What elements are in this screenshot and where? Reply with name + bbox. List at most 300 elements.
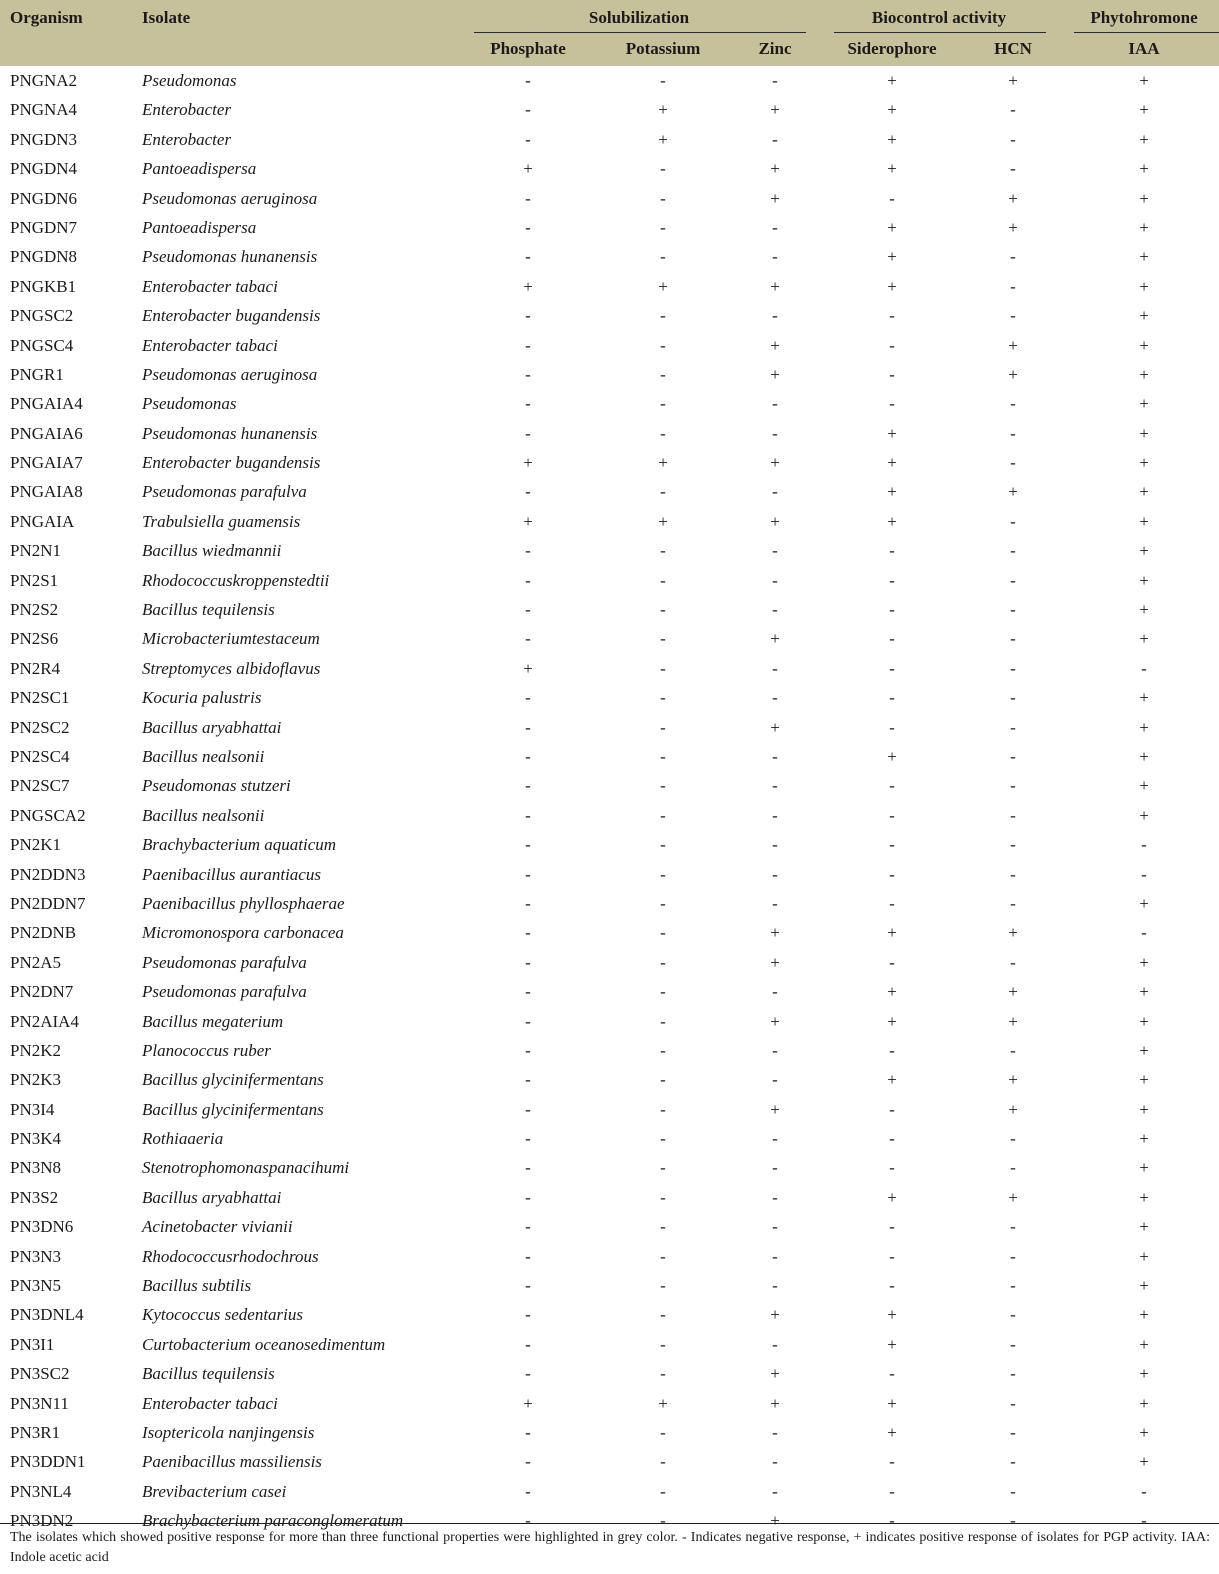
isolate-cell: Enterobacter bugandensis bbox=[142, 453, 321, 473]
iaa-cell: + bbox=[1139, 982, 1149, 1002]
siderophore-cell: + bbox=[887, 1334, 897, 1354]
iaa-cell: + bbox=[1139, 129, 1149, 149]
phosphate-cell: - bbox=[525, 600, 531, 620]
hcn-cell: - bbox=[1010, 1305, 1016, 1325]
organism-cell: PN2SC7 bbox=[10, 776, 70, 796]
hcn-cell: - bbox=[1010, 746, 1016, 766]
zinc-cell: + bbox=[770, 335, 780, 355]
iaa-cell: + bbox=[1139, 100, 1149, 120]
phosphate-cell: - bbox=[525, 805, 531, 825]
iaa-cell: + bbox=[1139, 1011, 1149, 1031]
organism-cell: PN3I4 bbox=[10, 1099, 55, 1119]
potassium-cell: - bbox=[660, 1276, 666, 1296]
col-header-siderophore: Siderophore bbox=[847, 39, 937, 58]
iaa-cell: + bbox=[1139, 1364, 1149, 1384]
phosphate-cell: - bbox=[525, 1187, 531, 1207]
potassium-cell: + bbox=[658, 100, 668, 120]
zinc-cell: - bbox=[772, 1481, 778, 1501]
organism-cell: PN2SC4 bbox=[10, 746, 70, 766]
col-header-iaa: IAA bbox=[1128, 39, 1160, 58]
iaa-cell: + bbox=[1139, 1305, 1149, 1325]
table-row bbox=[0, 1007, 1219, 1036]
isolate-cell: Paenibacillus phyllosphaerae bbox=[142, 893, 345, 913]
table-row bbox=[0, 507, 1219, 536]
hcn-cell: - bbox=[1010, 423, 1016, 443]
organism-cell: PNGDN6 bbox=[10, 188, 78, 208]
iaa-cell: + bbox=[1139, 306, 1149, 326]
organism-cell: PN3K4 bbox=[10, 1129, 62, 1149]
zinc-cell: + bbox=[770, 952, 780, 972]
col-header-zinc: Zinc bbox=[758, 39, 792, 58]
phosphate-cell: - bbox=[525, 217, 531, 237]
potassium-cell: - bbox=[660, 776, 666, 796]
phosphate-cell: - bbox=[525, 923, 531, 943]
iaa-cell: + bbox=[1139, 717, 1149, 737]
siderophore-cell: - bbox=[889, 364, 895, 384]
phosphate-cell: - bbox=[525, 306, 531, 326]
table-row bbox=[0, 624, 1219, 653]
iaa-cell: + bbox=[1139, 746, 1149, 766]
iaa-cell: + bbox=[1139, 1129, 1149, 1149]
organism-cell: PNGKB1 bbox=[10, 276, 77, 296]
potassium-cell: - bbox=[660, 835, 666, 855]
hcn-cell: + bbox=[1008, 1187, 1018, 1207]
zinc-cell: - bbox=[772, 982, 778, 1002]
table-row bbox=[0, 713, 1219, 742]
organism-cell: PN2DDN7 bbox=[10, 893, 86, 913]
isolate-cell: Pantoeadispersa bbox=[142, 217, 257, 237]
isolate-cell: Brachybacterium aquaticum bbox=[142, 835, 337, 855]
organism-cell: PNGDN3 bbox=[10, 129, 78, 149]
siderophore-cell: - bbox=[889, 1511, 895, 1531]
hcn-cell: - bbox=[1010, 629, 1016, 649]
hcn-cell: - bbox=[1010, 1393, 1016, 1413]
organism-cell: PN3N11 bbox=[10, 1393, 69, 1413]
siderophore-cell: - bbox=[889, 1246, 895, 1266]
organism-cell: PNGSC2 bbox=[10, 306, 74, 326]
zinc-cell: - bbox=[772, 1070, 778, 1090]
potassium-cell: - bbox=[660, 217, 666, 237]
potassium-cell: - bbox=[660, 1070, 666, 1090]
potassium-cell: + bbox=[658, 129, 668, 149]
isolate-cell: Pseudomonas aeruginosa bbox=[142, 364, 318, 384]
potassium-cell: - bbox=[660, 541, 666, 561]
isolate-cell: Bacillus megaterium bbox=[142, 1011, 284, 1031]
zinc-cell: - bbox=[772, 893, 778, 913]
isolate-cell: Rothiaaeria bbox=[142, 1129, 224, 1149]
zinc-cell: - bbox=[772, 776, 778, 796]
zinc-cell: + bbox=[770, 717, 780, 737]
organism-cell: PNGNA4 bbox=[10, 100, 78, 120]
hcn-cell: - bbox=[1010, 658, 1016, 678]
potassium-cell: - bbox=[660, 1334, 666, 1354]
siderophore-cell: - bbox=[889, 1276, 895, 1296]
siderophore-cell: + bbox=[887, 923, 897, 943]
phosphate-cell: - bbox=[525, 776, 531, 796]
phosphate-cell: - bbox=[525, 835, 531, 855]
table-row bbox=[0, 771, 1219, 800]
organism-cell: PN2S2 bbox=[10, 600, 59, 620]
zinc-cell: - bbox=[772, 423, 778, 443]
phosphate-cell: - bbox=[525, 717, 531, 737]
table-row bbox=[0, 125, 1219, 154]
group-header-biocontrol: Biocontrol activity bbox=[871, 8, 1007, 27]
organism-cell: PN2K2 bbox=[10, 1040, 62, 1060]
zinc-cell: - bbox=[772, 600, 778, 620]
hcn-cell: - bbox=[1010, 1217, 1016, 1237]
isolate-cell: Pantoeadispersa bbox=[142, 159, 257, 179]
iaa-cell: + bbox=[1139, 629, 1149, 649]
zinc-cell: - bbox=[772, 570, 778, 590]
hcn-cell: - bbox=[1010, 717, 1016, 737]
organism-cell: PNGAIA8 bbox=[10, 482, 83, 502]
isolate-cell: Bacillus glycinifermentans bbox=[142, 1070, 324, 1090]
iaa-cell: + bbox=[1139, 1246, 1149, 1266]
zinc-cell: - bbox=[772, 71, 778, 90]
organism-cell: PN3DDN1 bbox=[10, 1452, 86, 1472]
group-header-solubilization: Solubilization bbox=[588, 8, 690, 27]
potassium-cell: - bbox=[660, 864, 666, 884]
isolate-cell: Pseudomonas bbox=[142, 71, 237, 90]
hcn-cell: + bbox=[1008, 188, 1018, 208]
hcn-cell: - bbox=[1010, 276, 1016, 296]
solubilization-underline bbox=[474, 32, 806, 33]
iaa-cell: + bbox=[1139, 159, 1149, 179]
organism-cell: PNGDN8 bbox=[10, 247, 78, 267]
potassium-cell: - bbox=[660, 71, 666, 90]
table-body bbox=[0, 66, 1219, 1536]
hcn-cell: - bbox=[1010, 100, 1016, 120]
potassium-cell: - bbox=[660, 1187, 666, 1207]
group-header-phytohormone: Phytohromone bbox=[1090, 8, 1198, 27]
table-row bbox=[0, 683, 1219, 712]
table-row bbox=[0, 1447, 1219, 1476]
zinc-cell: + bbox=[770, 159, 780, 179]
phosphate-cell: - bbox=[525, 1129, 531, 1149]
isolate-cell: Pseudomonas parafulva bbox=[142, 482, 307, 502]
zinc-cell: + bbox=[770, 629, 780, 649]
zinc-cell: - bbox=[772, 1452, 778, 1472]
siderophore-cell: + bbox=[887, 1070, 897, 1090]
table-row bbox=[0, 1153, 1219, 1182]
phosphate-cell: - bbox=[525, 1452, 531, 1472]
iaa-cell: + bbox=[1139, 364, 1149, 384]
iaa-cell: + bbox=[1139, 423, 1149, 443]
zinc-cell: - bbox=[772, 805, 778, 825]
organism-cell: PN3S2 bbox=[10, 1187, 59, 1207]
organism-cell: PNGDN4 bbox=[10, 159, 78, 179]
organism-cell: PNGAIA4 bbox=[10, 394, 83, 414]
col-header-organism: Organism bbox=[10, 8, 83, 27]
table-row bbox=[0, 448, 1219, 477]
organism-cell: PN2AIA4 bbox=[10, 1011, 79, 1031]
hcn-cell: - bbox=[1010, 511, 1016, 531]
potassium-cell: - bbox=[660, 1217, 666, 1237]
table-row bbox=[0, 1124, 1219, 1153]
isolate-cell: Pseudomonas stutzeri bbox=[142, 776, 291, 796]
iaa-cell: - bbox=[1141, 835, 1147, 855]
potassium-cell: - bbox=[660, 364, 666, 384]
isolate-cell: Pseudomonas parafulva bbox=[142, 952, 307, 972]
isolate-cell: Curtobacterium oceanosedimentum bbox=[142, 1334, 386, 1354]
organism-cell: PNGAIA7 bbox=[10, 453, 83, 473]
iaa-cell: + bbox=[1139, 952, 1149, 972]
siderophore-cell: - bbox=[889, 188, 895, 208]
table-row bbox=[0, 595, 1219, 624]
iaa-cell: - bbox=[1141, 658, 1147, 678]
isolate-cell: Micromonospora carbonacea bbox=[142, 923, 344, 943]
zinc-cell: + bbox=[770, 100, 780, 120]
siderophore-cell: + bbox=[887, 1011, 897, 1031]
table-row bbox=[0, 1300, 1219, 1329]
phosphate-cell: - bbox=[525, 1481, 531, 1501]
potassium-cell: - bbox=[660, 805, 666, 825]
isolate-cell: Enterobacter tabaci bbox=[142, 335, 278, 355]
potassium-cell: - bbox=[660, 1364, 666, 1384]
hcn-cell: + bbox=[1008, 1011, 1018, 1031]
zinc-cell: + bbox=[770, 1099, 780, 1119]
phosphate-cell: - bbox=[525, 982, 531, 1002]
isolate-cell: Acinetobacter vivianii bbox=[142, 1217, 293, 1237]
isolate-cell: Bacillus nealsonii bbox=[142, 805, 265, 825]
table-row bbox=[0, 419, 1219, 448]
zinc-cell: - bbox=[772, 746, 778, 766]
siderophore-cell: - bbox=[889, 1364, 895, 1384]
hcn-cell: + bbox=[1008, 482, 1018, 502]
table-row bbox=[0, 213, 1219, 242]
phosphate-cell: - bbox=[525, 1217, 531, 1237]
isolate-cell: Kytococcus sedentarius bbox=[142, 1305, 303, 1325]
isolate-cell: Rhodococcuskroppenstedtii bbox=[142, 570, 330, 590]
table-row bbox=[0, 1183, 1219, 1212]
zinc-cell: - bbox=[772, 394, 778, 414]
siderophore-cell: + bbox=[887, 129, 897, 149]
siderophore-cell: - bbox=[889, 1040, 895, 1060]
col-header-potassium: Potassium bbox=[625, 39, 701, 58]
iaa-cell: + bbox=[1139, 776, 1149, 796]
potassium-cell: - bbox=[660, 1305, 666, 1325]
potassium-cell: - bbox=[660, 570, 666, 590]
zinc-cell: + bbox=[770, 453, 780, 473]
iaa-cell: + bbox=[1139, 511, 1149, 531]
zinc-cell: - bbox=[772, 1334, 778, 1354]
organism-cell: PNGR1 bbox=[10, 364, 64, 384]
potassium-cell: - bbox=[660, 952, 666, 972]
organism-cell: PNGDN7 bbox=[10, 217, 78, 237]
table-row bbox=[0, 1271, 1219, 1300]
siderophore-cell: - bbox=[889, 1452, 895, 1472]
phosphate-cell: - bbox=[525, 335, 531, 355]
isolate-cell: Pseudomonas hunanensis bbox=[142, 247, 318, 267]
hcn-cell: + bbox=[1008, 71, 1018, 90]
hcn-cell: - bbox=[1010, 1422, 1016, 1442]
potassium-cell: - bbox=[660, 982, 666, 1002]
siderophore-cell: + bbox=[887, 1422, 897, 1442]
siderophore-cell: + bbox=[887, 159, 897, 179]
organism-cell: PN2DNB bbox=[10, 923, 77, 943]
zinc-cell: - bbox=[772, 1129, 778, 1149]
biocontrol-underline bbox=[834, 32, 1046, 33]
table-row bbox=[0, 1065, 1219, 1094]
isolate-cell: Enterobacter bbox=[142, 129, 232, 149]
phosphate-cell: - bbox=[525, 952, 531, 972]
zinc-cell: - bbox=[772, 1217, 778, 1237]
iaa-cell: + bbox=[1139, 71, 1149, 90]
table-row bbox=[0, 889, 1219, 918]
zinc-cell: - bbox=[772, 541, 778, 561]
hcn-cell: - bbox=[1010, 952, 1016, 972]
hcn-cell: + bbox=[1008, 335, 1018, 355]
table-row bbox=[0, 154, 1219, 183]
zinc-cell: - bbox=[772, 1422, 778, 1442]
organism-cell: PNGNA2 bbox=[10, 71, 78, 90]
isolate-cell: Bacillus subtilis bbox=[142, 1276, 252, 1296]
table-row bbox=[0, 301, 1219, 330]
zinc-cell: - bbox=[772, 864, 778, 884]
isolate-cell: Brevibacterium casei bbox=[142, 1481, 287, 1501]
isolate-cell: Paenibacillus aurantiacus bbox=[142, 864, 321, 884]
organism-cell: PN2SC1 bbox=[10, 688, 70, 708]
table-row bbox=[0, 66, 1219, 95]
potassium-cell: - bbox=[660, 717, 666, 737]
siderophore-cell: - bbox=[889, 306, 895, 326]
iaa-cell: + bbox=[1139, 1422, 1149, 1442]
table-row bbox=[0, 948, 1219, 977]
phytohormone-underline bbox=[1074, 32, 1219, 33]
phosphate-cell: - bbox=[525, 423, 531, 443]
phosphate-cell: - bbox=[525, 1099, 531, 1119]
zinc-cell: + bbox=[770, 923, 780, 943]
table-row bbox=[0, 1212, 1219, 1241]
phosphate-cell: + bbox=[523, 511, 533, 531]
potassium-cell: - bbox=[660, 1481, 666, 1501]
isolate-cell: Pseudomonas parafulva bbox=[142, 982, 307, 1002]
potassium-cell: - bbox=[660, 1452, 666, 1472]
isolate-cell: Isoptericola nanjingensis bbox=[142, 1422, 315, 1442]
table-row bbox=[0, 1242, 1219, 1271]
isolate-cell: Streptomyces albidoflavus bbox=[142, 658, 321, 678]
siderophore-cell: + bbox=[887, 1393, 897, 1413]
hcn-cell: - bbox=[1010, 688, 1016, 708]
phosphate-cell: - bbox=[525, 1276, 531, 1296]
isolate-cell: Planococcus ruber bbox=[142, 1040, 271, 1060]
isolate-cell: Bacillus tequilensis bbox=[142, 1364, 275, 1384]
table-row bbox=[0, 654, 1219, 683]
potassium-cell: + bbox=[658, 276, 668, 296]
zinc-cell: - bbox=[772, 658, 778, 678]
table-row bbox=[0, 272, 1219, 301]
phosphate-cell: + bbox=[523, 658, 533, 678]
zinc-cell: - bbox=[772, 217, 778, 237]
potassium-cell: - bbox=[660, 1099, 666, 1119]
iaa-cell: + bbox=[1139, 394, 1149, 414]
hcn-cell: - bbox=[1010, 1511, 1016, 1531]
phosphate-cell: - bbox=[525, 864, 531, 884]
siderophore-cell: - bbox=[889, 864, 895, 884]
hcn-cell: - bbox=[1010, 541, 1016, 561]
isolate-cell: Enterobacter tabaci bbox=[142, 276, 278, 296]
hcn-cell: + bbox=[1008, 982, 1018, 1002]
isolate-cell: Microbacteriumtestaceum bbox=[142, 629, 320, 649]
organism-cell: PNGSCA2 bbox=[10, 805, 86, 825]
table-row bbox=[0, 360, 1219, 389]
siderophore-cell: - bbox=[889, 717, 895, 737]
iaa-cell: + bbox=[1139, 453, 1149, 473]
phosphate-cell: - bbox=[525, 364, 531, 384]
iaa-cell: + bbox=[1139, 570, 1149, 590]
phosphate-cell: - bbox=[525, 482, 531, 502]
isolate-cell: Enterobacter tabaci bbox=[142, 1393, 278, 1413]
hcn-cell: - bbox=[1010, 776, 1016, 796]
phosphate-cell: - bbox=[525, 1246, 531, 1266]
potassium-cell: - bbox=[660, 482, 666, 502]
iaa-cell: + bbox=[1139, 335, 1149, 355]
iaa-cell: + bbox=[1139, 1187, 1149, 1207]
potassium-cell: - bbox=[660, 423, 666, 443]
organism-cell: PN3DNL4 bbox=[10, 1305, 84, 1325]
hcn-cell: + bbox=[1008, 1070, 1018, 1090]
table-row bbox=[0, 331, 1219, 360]
hcn-cell: - bbox=[1010, 1481, 1016, 1501]
organism-cell: PN2A5 bbox=[10, 952, 62, 972]
iaa-cell: + bbox=[1139, 1276, 1149, 1296]
table-row bbox=[0, 1036, 1219, 1065]
hcn-cell: - bbox=[1010, 805, 1016, 825]
table-row bbox=[0, 1389, 1219, 1418]
iaa-cell: + bbox=[1139, 541, 1149, 561]
potassium-cell: - bbox=[660, 893, 666, 913]
phosphate-cell: - bbox=[525, 188, 531, 208]
potassium-cell: - bbox=[660, 306, 666, 326]
table-row bbox=[0, 742, 1219, 771]
phosphate-cell: - bbox=[525, 129, 531, 149]
organism-cell: PN2S6 bbox=[10, 629, 59, 649]
hcn-cell: - bbox=[1010, 864, 1016, 884]
siderophore-cell: - bbox=[889, 335, 895, 355]
hcn-cell: + bbox=[1008, 364, 1018, 384]
hcn-cell: - bbox=[1010, 306, 1016, 326]
siderophore-cell: - bbox=[889, 893, 895, 913]
siderophore-cell: - bbox=[889, 952, 895, 972]
table-header bbox=[0, 0, 1219, 66]
organism-cell: PN2N1 bbox=[10, 541, 62, 561]
siderophore-cell: + bbox=[887, 982, 897, 1002]
iaa-cell: + bbox=[1139, 1393, 1149, 1413]
phosphate-cell: - bbox=[525, 1158, 531, 1178]
table-row bbox=[0, 184, 1219, 213]
zinc-cell: - bbox=[772, 1276, 778, 1296]
phosphate-cell: - bbox=[525, 1364, 531, 1384]
zinc-cell: - bbox=[772, 482, 778, 502]
iaa-cell: + bbox=[1139, 805, 1149, 825]
phosphate-cell: - bbox=[525, 893, 531, 913]
potassium-cell: - bbox=[660, 658, 666, 678]
iaa-cell: + bbox=[1139, 1099, 1149, 1119]
organism-cell: PN3DN6 bbox=[10, 1217, 74, 1237]
table-row bbox=[0, 1359, 1219, 1388]
iaa-cell: - bbox=[1141, 1481, 1147, 1501]
hcn-cell: - bbox=[1010, 1334, 1016, 1354]
zinc-cell: + bbox=[770, 1364, 780, 1384]
potassium-cell: - bbox=[660, 247, 666, 267]
iaa-cell: + bbox=[1139, 247, 1149, 267]
iaa-cell: + bbox=[1139, 1070, 1149, 1090]
zinc-cell: - bbox=[772, 688, 778, 708]
organism-cell: PN3I1 bbox=[10, 1334, 55, 1354]
table-row bbox=[0, 1477, 1219, 1506]
iaa-cell: + bbox=[1139, 1040, 1149, 1060]
siderophore-cell: + bbox=[887, 100, 897, 120]
